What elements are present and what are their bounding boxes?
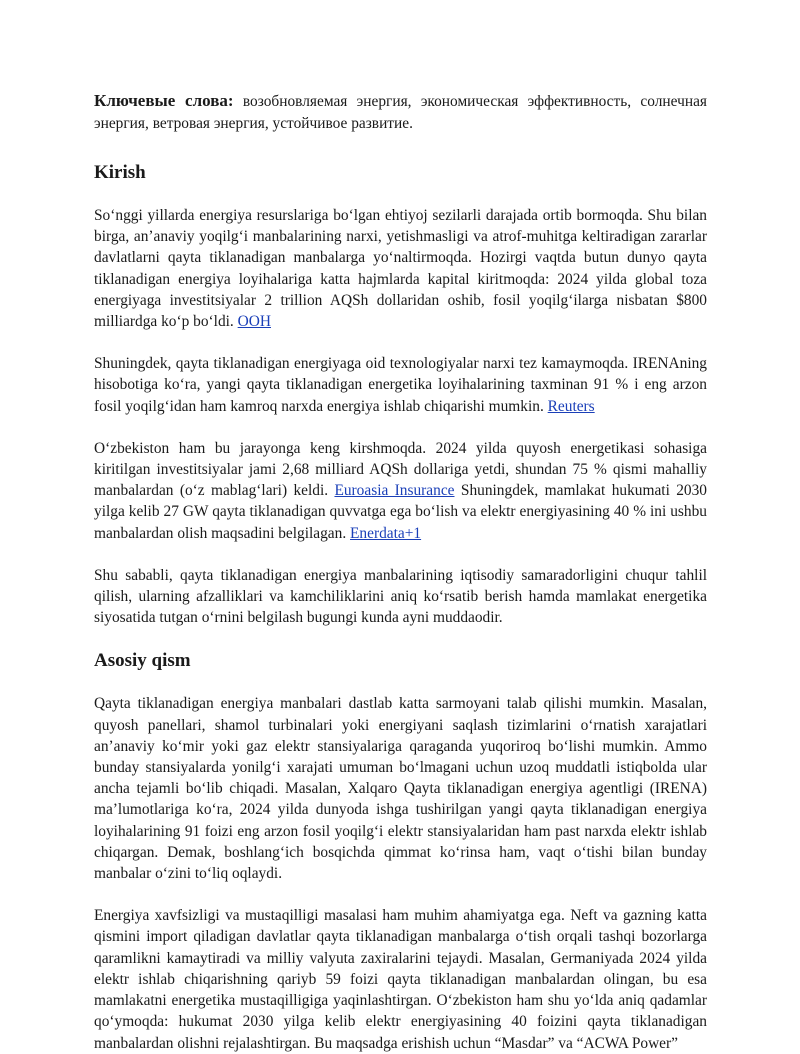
source-link-ooh[interactable]: OOH bbox=[237, 313, 271, 331]
main-paragraph-1: Qayta tiklanadigan energiya manbalari dastlab katta sarmoyani talab qilishi mumkin. Masalan, quyosh panellari, shamol turbinalari yoki energiyani saqlash tizimlarini o‘rnatish xarajatlari an’anaviy ko‘mir yoki gaz elektr stansiyalariga qaraganda yuqoriroq bo‘lishi mumkin. Ammo bunday stansiyalarda yonilg‘i xarajati umuman bo‘lmagani uchun uzoq muddatli istiqbolda ular ancha tejamli bo‘lib chiqadi. Masalan, Xalqaro Qayta tiklanadigan energiya agentligi (IRENA) ma’lumotlariga ko‘ra, 2024 yilda dunyoda ishga tushirilgan yangi qayta tiklanadigan energiya loyihalarining 91 foizi eng arzon fosil yoqilg‘i elektr stansiyalaridan ham past narxda elektr ishlab chiqargan. Demak, boshlang‘ich bosqichda qimmat ko‘rinsa ham, vaqt o‘tishi bilan bunday manbalar o‘zini to‘liq oqlaydi. bbox=[94, 695, 707, 883]
keywords-label: Ключевые слова: bbox=[94, 91, 234, 110]
paragraph-text: So‘nggi yillarda energiya resurslariga bo‘lgan ehtiyoj sezilarli darajada ortib bormoqda. Shu bilan birga, an’anaviy yoqilg‘i manbalarining narxi, yetishmasligi va atrof-muhitga keltiradigan zararlar davlatlarni qayta tiklanadigan manbalarga yo‘naltirmoqda. Hozirgi vaqtda butun dunyo qayta tiklanadigan energiya loyihalariga katta hajmlarda kapital kiritmoqda: 2024 yilda global toza energiyaga investitsiyalar 2 trillion AQSh dollaridan oshib, fosil yoqilg‘ilarga nisbatan $800 milliardga ko‘p bo‘ldi. bbox=[94, 207, 707, 331]
source-link-reuters[interactable]: Reuters bbox=[547, 397, 595, 415]
paragraph-text: Shuningdek, mamlakat hukumati 2030 yilga kelib 27 GW qayta tiklanadigan quvvatga ega bo‘lish va elektr energiyasining 40 % ini ushbu manbalardan olish maqsadini belgilagan. bbox=[94, 482, 707, 542]
intro-paragraph-2 bbox=[94, 353, 707, 417]
keywords-paragraph bbox=[94, 90, 707, 135]
intro-paragraph-3 bbox=[94, 438, 707, 544]
section-heading-main: Asosiy qism bbox=[94, 650, 191, 672]
source-link-enerdata[interactable]: Enerdata+1 bbox=[350, 524, 422, 542]
intro-paragraph-1 bbox=[94, 205, 707, 332]
paragraph-text: O‘zbekiston ham bu jarayonga keng kirshmoqda. 2024 yilda quyosh energetikasi sohasiga kiritilgan investitsiyalar jami 2,68 milliard AQSh dollariga yetdi, shundan 75 % qismi mahalliy manbalardan (o‘z mablag‘lari) keldi. bbox=[94, 439, 707, 500]
main-paragraph-2: Energiya xavfsizligi va mustaqilligi masalasi ham muhim ahamiyatga ega. Neft va gazning katta qismini import qiladigan davlatlar qayta tiklanadigan manbalarga o‘tish orqali tashqi bozorlarga qaramlikni kamaytiradi va milliy valyuta zaxiralarini tejaydi. Masalan, Germaniyada 2024 yilda elektr ishlab chiqarishning qariyb 59 foizi qayta tiklanadigan manbalardan olingan, bu esa mamlakatni energetika mustaqilligiga yaqinlashtirgan. O‘zbekiston ham shu yo‘lda aniq qadamlar qo‘ymoqda: hukumat 2030 yilga kelib elektr energiyasining 40 foizini qayta tiklanadigan manbalardan olishni rejalashtirgan. Bu maqsadga erishish uchun “Masdar” va “ACWA Power” bbox=[94, 907, 707, 1052]
keywords-text: возобновляемая энергия, экономическая эффективность, солнечная энергия, ветровая энергия, устойчивое развитие. bbox=[94, 93, 707, 132]
paragraph-text: Shuningdek, qayta tiklanadigan energiyaga oid texnologiyalar narxi tez kamaymoqda. IRENAning hisobotiga ko‘ra, yangi qayta tiklanadigan energetika loyihalarining taxminan 91 % i eng arzon fosil yoqilg‘idan ham kamroq narxda energiya ishlab chiqarishi mumkin. bbox=[94, 355, 707, 415]
section-heading-intro: Kirish bbox=[94, 162, 146, 183]
intro-paragraph-4: Shu sababli, qayta tiklanadigan energiya manbalarining iqtisodiy samaradorligini chuqur tahlil qilish, ularning afzalliklari va kamchiliklarini aniq ko‘rsatib berish hamda mamlakat energetika siyosatida tutgan o‘rnini belgilash bugungi kunda ayni muddaodir. bbox=[94, 566, 707, 627]
source-link-euroasia-insurance[interactable]: Euroasia Insurance bbox=[334, 482, 455, 500]
